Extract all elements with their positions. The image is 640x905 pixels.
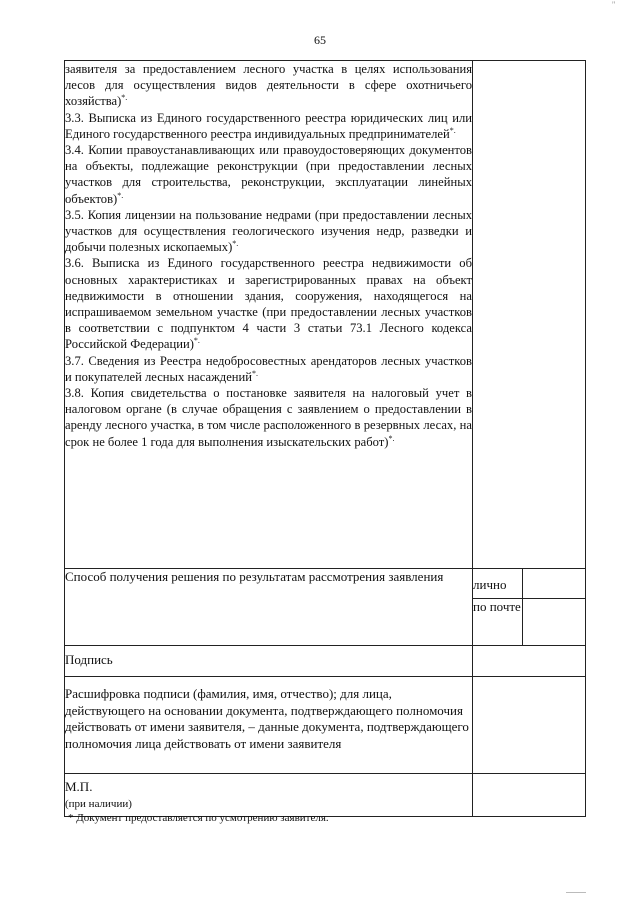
scan-corner-mark: '' [612, 0, 616, 10]
document-item-3-3: 3.3. Выписка из Единого государственного реестра юридических лиц или Единого государственного реестра индивидуальных предпринимателей*. [65, 110, 472, 141]
receipt-personal-mark-cell[interactable] [523, 569, 586, 599]
signature-row [65, 646, 586, 677]
signature-transcript-label: Расшифровка подписи (фамилия, имя, отчество); для лица, действующего на основании документа, подтверждающего полномочия действовать от имени заявителя, – данные документа, подтверждающего полномочия лица действовать от имени заявителя [65, 677, 473, 774]
document-item-3-7: 3.7. Сведения из Реестра недобросовестных арендаторов лесных участков и покупателей лесных насаждений*. [65, 353, 472, 384]
documents-checkbox-cell[interactable] [473, 61, 586, 569]
seal-row [65, 774, 586, 817]
scan-edge-mark [566, 892, 586, 893]
document-item-3-6: 3.6. Выписка из Единого государственного реестра недвижимости об основных характеристиках и зарегистрированных правах на объект недвижимости в отношении здания, сооружения, находящегося на испрашиваемом земельном участке (при предоставлении лесных участков в соответствии с подпунктом 4 части 3 статьи 73.1 Лесного кодекса Российской Федерации)*. [65, 256, 472, 352]
signature-label: Подпись [65, 646, 473, 677]
application-form-table [64, 60, 586, 817]
footnote: * Документ предоставляется по усмотрению заявителя. [68, 812, 329, 824]
receipt-option-mail: по почте [473, 599, 523, 646]
document-item-3-8: 3.8. Копия свидетельства о постановке заявителя на налоговый учет в налоговом органе (в случае обращения с заявлением о предоставлении в аренду лесного участка, в том числе расположенного в резервных лесах, на срок не более 1 года для выполнения изыскательских работ)*. [65, 386, 472, 449]
receipt-method-label: Способ получения решения по результатам рассмотрения заявления [65, 569, 473, 646]
document-item-3-4: 3.4. Копии правоустанавливающих или правоудостоверяющих документов на объекты, подлежащие реконструкции (при предоставлении лесных участков для строительства, реконструкции, эксплуатации линейных объектов)*. [65, 143, 472, 206]
page-number: 65 [314, 33, 326, 47]
signature-transcript-field[interactable] [473, 677, 586, 774]
receipt-option-personal: лично [473, 569, 523, 599]
documents-list-cell [65, 61, 473, 569]
seal-note: (при наличии) [65, 797, 132, 810]
document-item-3-2-continuation: заявителя за предоставлением лесного участка в целях использования лесов для осуществления видов деятельности в сфере охотничьего хозяйства)*. [65, 62, 472, 109]
receipt-mail-mark-cell[interactable] [523, 599, 586, 646]
signature-field[interactable] [473, 646, 586, 677]
seal-cell [65, 774, 473, 817]
documents-row [65, 61, 586, 569]
seal-field[interactable] [473, 774, 586, 817]
receipt-row-personal [65, 569, 586, 599]
document-item-3-5: 3.5. Копия лицензии на пользование недрами (при предоставлении лесных участков для осуществления геологического изучения недр, разведки и добычи полезных ископаемых)*. [65, 207, 472, 255]
seal-label: М.П. [65, 779, 93, 794]
transcript-row [65, 677, 586, 774]
